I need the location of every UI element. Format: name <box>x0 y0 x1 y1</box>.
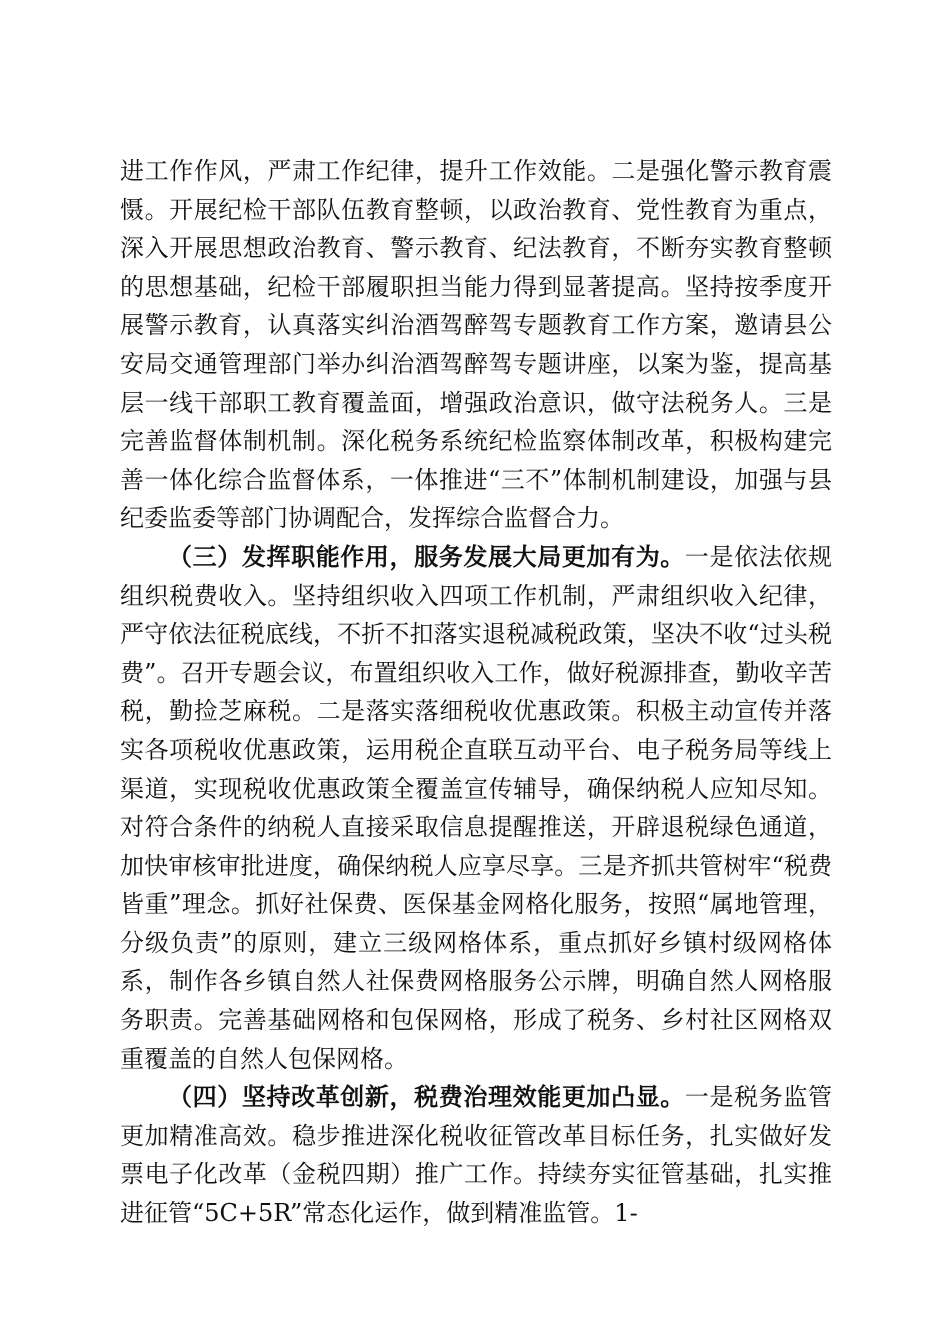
paragraph-3-text: 一是税务监管更加精准高效。稳步推进深化税收征管改革目标任务，扎实做好发票电子化改革（金税四期）推广工作。持续夯实征管基础，扎实推进征管“5C+5R”常态化运作，做到精准监管。1- <box>120 1083 832 1228</box>
document-body <box>120 152 832 1233</box>
paragraph-3-heading: （四）坚持改革创新，税费治理效能更加凸显。 <box>168 1082 685 1112</box>
paragraph-1-text: 进工作作风，严肃工作纪律，提升工作效能。二是强化警示教育震慑。开展纪检干部队伍教育整顿，以政治教育、党性教育为重点，深入开展思想政治教育、警示教育、纪法教育，不断夯实教育整顿的思想基础，纪检干部履职担当能力得到显著提高。坚持按季度开展警示教育，认真落实纠治酒驾醉驾专题教育工作方案，邀请县公安局交通管理部门举办纠治酒驾醉驾专题讲座，以案为鉴，提高基层一线干部职工教育覆盖面，增强政治意识，做守法税务人。三是完善监督体制机制。深化税务系统纪检监察体制改革，积极构建完善一体化综合监督体系，一体推进“三不”体制机制建设，加强与县纪委监委等部门协调配合，发挥综合监督合力。 <box>120 157 832 533</box>
paragraph-1 <box>120 152 832 538</box>
paragraph-3 <box>120 1078 832 1232</box>
paragraph-2-heading: （三）发挥职能作用，服务发展大局更加有为。 <box>168 541 685 571</box>
paragraph-2 <box>120 538 832 1078</box>
paragraph-2-text: 一是依法依规组织税费收入。坚持组织收入四项工作机制，严肃组织收入纪律，严守依法征税底线，不折不扣落实退税减税政策，坚决不收“过头税费”。召开专题会议，布置组织收入工作，做好税源排查，勤收辛苦税，勤捡芝麻税。二是落实落细税收优惠政策。积极主动宣传并落实各项税收优惠政策，运用税企直联互动平台、电子税务局等线上渠道，实现税收优惠政策全覆盖宣传辅导，确保纳税人应知尽知。对符合条件的纳税人直接采取信息提醒推送，开辟退税绿色通道，加快审核审批进度，确保纳税人应享尽享。三是齐抓共管树牢“税费皆重”理念。抓好社保费、医保基金网格化服务，按照“属地管理，分级负责”的原则，建立三级网格体系，重点抓好乡镇村级网格体系，制作各乡镇自然人社保费网格服务公示牌，明确自然人网格服务职责。完善基础网格和包保网格，形成了税务、乡村社区网格双重覆盖的自然人包保网格。 <box>120 542 832 1073</box>
